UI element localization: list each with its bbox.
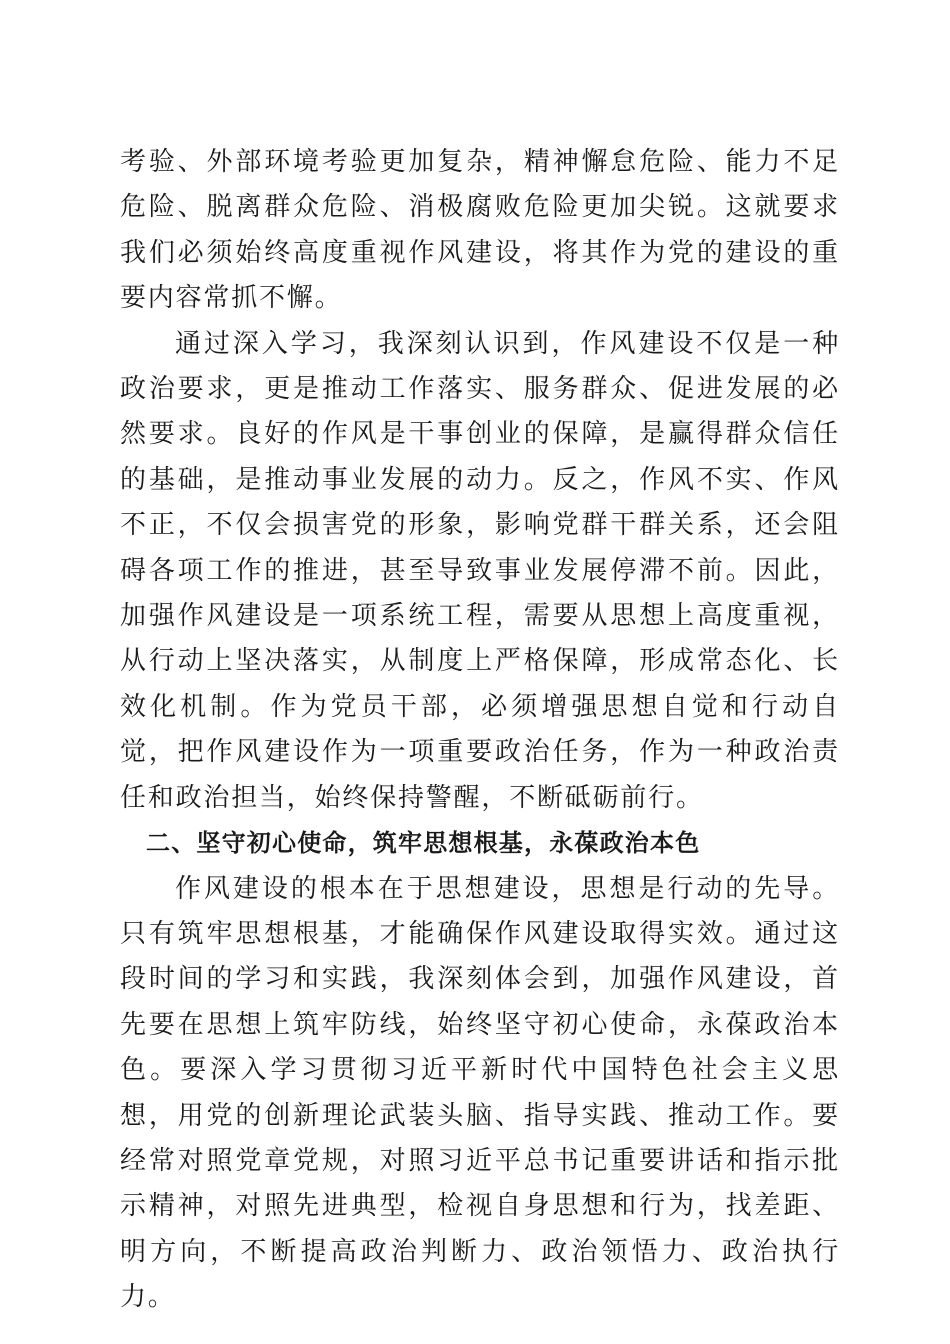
paragraph-body: 通过深入学习，我深刻认识到，作风建设不仅是一种政治要求，更是推动工作落实、服务群众、促进发展的必然要求。良好的作风是干事创业的保障，是赢得群众信任的基础，是推动事业发展的动力。反之，作风不实、作风不正，不仅会损害党的形象，影响党群干群关系，还会阻碍各项工作的推进，甚至导致事业发展停滞不前。因此，加强作风建设是一项系统工程，需要从思想上高度重视，从行动上坚决落实，从制度上严格保障，形成常态化、长效化机制。作为党员干部，必须增强思想自觉和行动自觉，把作风建设作为一项重要政治任务，作为一种政治责任和政治担当，始终保持警醒，不断砥砺前行。 xyxy=(120,328,840,813)
document-body xyxy=(120,140,840,1321)
section-heading: 二、坚守初心使命，筑牢思想根基，永葆政治本色 xyxy=(146,829,701,858)
paragraph-continuation: 考验、外部环境考验更加复杂，精神懈怠危险、能力不足危险、脱离群众危险、消极腐败危险更加尖锐。这就要求我们必须始终高度重视作风建设，将其作为党的建设的重要内容常抓不懈。 xyxy=(120,147,840,314)
paragraph-body: 作风建设的根本在于思想建设，思想是行动的先导。只有筑牢思想根基，才能确保作风建设取得实效。通过这段时间的学习和实践，我深刻体会到，加强作风建设，首先要在思想上筑牢防线，始终坚守初心使命，永葆政治本色。要深入学习贯彻习近平新时代中国特色社会主义思想，用党的创新理论武装头脑、指导实践、推动工作。要经常对照党章党规，对照习近平总书记重要讲话和指示批示精神，对照先进典型，检视自身思想和行为，找差距、明方向，不断提高政治判断力、政治领悟力、政治执行力。 xyxy=(120,873,840,1313)
